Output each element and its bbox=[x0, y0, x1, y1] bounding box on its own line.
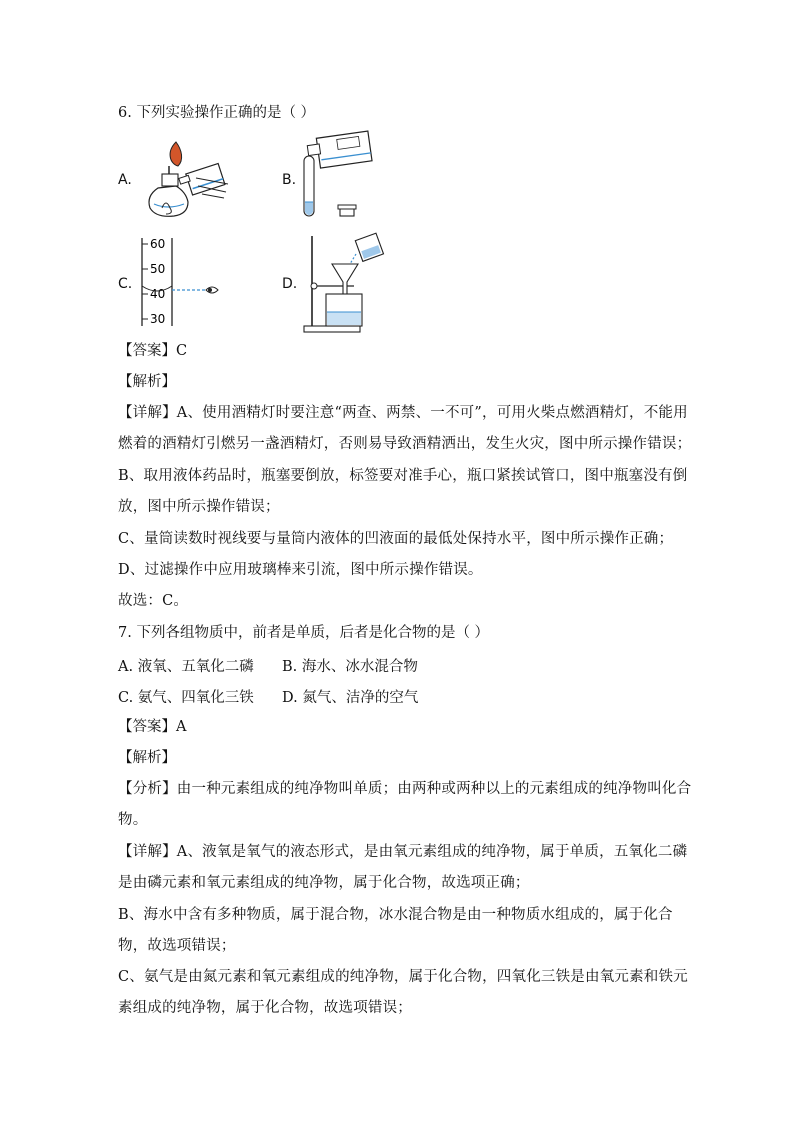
q7-option-c: C. 氨气、四氧化三铁 bbox=[118, 690, 254, 706]
q7-option-d: D. 氮气、洁净的空气 bbox=[282, 690, 419, 706]
q6-answer: 【答案】C bbox=[118, 343, 188, 359]
q7-answer: 【答案】A bbox=[118, 719, 187, 735]
q6-detail-line-5: C、量筒读数时视线要与量筒内液体的凹液面的最低处保持水平，图中所示操作正确； bbox=[118, 531, 674, 547]
q6-detail-line-2: 燃着的酒精灯引燃另一盏酒精灯，否则易导致酒精洒出，发生火灾，图中所示操作错误； bbox=[118, 436, 692, 452]
q7-analysis-heading: 【解析】 bbox=[118, 750, 176, 766]
q6-analysis-heading: 【解析】 bbox=[118, 374, 176, 390]
graduated-cylinder-figure bbox=[138, 236, 224, 328]
q6-detail-line-7: 故选：C。 bbox=[118, 593, 189, 609]
q6-detail-line-3: B、取用液体药品时，瓶塞要倒放，标签要对准手心，瓶口紧挨试管口，图中瓶塞没有倒 bbox=[118, 468, 688, 484]
q7-stem: 7. 下列各组物质中，前者是单质，后者是化合物的是（ ） bbox=[118, 625, 490, 641]
q6-option-d-label: D. bbox=[282, 276, 298, 292]
tick-label-40: 40 bbox=[150, 287, 166, 301]
q7-detail-line-1: 【详解】A、液氧是氧气的液态形式，是由氧元素组成的纯净物，属于单质，五氧化二磷 bbox=[118, 844, 688, 860]
q7-detail-line-2: 是由磷元素和氧元素组成的纯净物，属于化合物，故选项正确； bbox=[118, 875, 530, 891]
q6-option-b-label: B. bbox=[282, 172, 297, 188]
q6-option-a-label: A. bbox=[118, 172, 132, 188]
q7-options-row-2 bbox=[118, 686, 418, 707]
q7-option-b: B. 海水、冰水混合物 bbox=[282, 659, 418, 675]
q7-detail-line-6: 素组成的纯净物，属于化合物，故选项错误； bbox=[118, 1000, 412, 1016]
filtration-figure bbox=[300, 230, 390, 334]
q6-stem: 6. 下列实验操作正确的是（ ） bbox=[118, 105, 316, 121]
q7-detail-line-4: 物，故选项错误； bbox=[118, 938, 236, 954]
q7-detail-line-5: C、氨气是由氮元素和氧元素组成的纯净物，属于化合物，四氧化三铁是由氧元素和铁元 bbox=[118, 969, 688, 985]
q7-analysis-line-2: 物。 bbox=[118, 812, 148, 828]
tick-label-60: 60 bbox=[150, 237, 166, 251]
q6-detail-line-6: D、过滤操作中应用玻璃棒来引流，图中所示操作错误。 bbox=[118, 562, 483, 578]
q6-detail-line-4: 放，图中所示操作错误； bbox=[118, 499, 280, 515]
tick-label-30: 30 bbox=[150, 312, 166, 326]
pouring-reagent-figure bbox=[298, 128, 384, 224]
alcohol-lamp-figure bbox=[136, 138, 232, 220]
q6-detail-line-1: 【详解】A、使用酒精灯时要注意“两查、两禁、一不可”，可用火柴点燃酒精灯，不能用 bbox=[118, 405, 688, 421]
q7-options-row-1 bbox=[118, 655, 418, 676]
q7-detail-line-3: B、海水中含有多种物质，属于混合物，冰水混合物是由一种物质水组成的，属于化合 bbox=[118, 907, 673, 923]
q7-option-a: A. 液氧、五氧化二磷 bbox=[118, 659, 254, 675]
tick-label-50: 50 bbox=[150, 262, 166, 276]
q7-analysis-line-1: 【分析】由一种元素组成的纯净物叫单质；由两种或两种以上的元素组成的纯净物叫化合 bbox=[118, 781, 692, 797]
q6-option-c-label: C. bbox=[118, 276, 133, 292]
